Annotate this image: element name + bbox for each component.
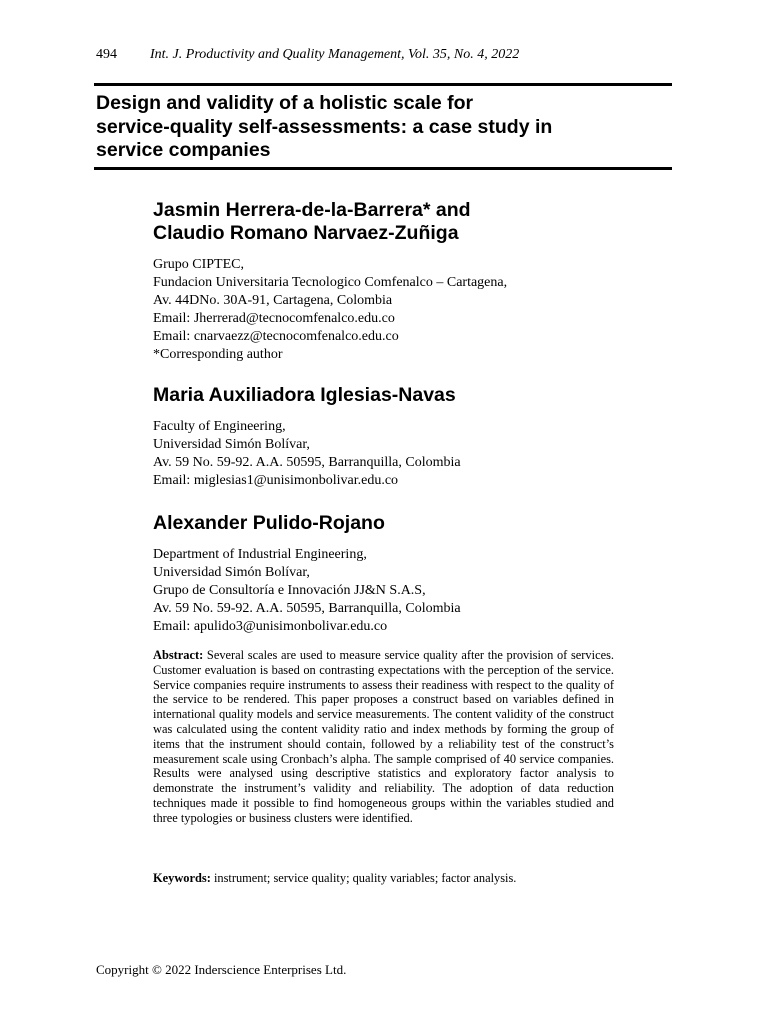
corresponding-author-note: *Corresponding author xyxy=(153,347,283,362)
abstract xyxy=(153,648,614,826)
author-name-line: Claudio Romano Narvaez-Zuñiga xyxy=(153,222,459,244)
email-line: Email: cnarvaezz@tecnocomfenalco.edu.co xyxy=(153,329,399,344)
author-block-1 xyxy=(153,199,623,364)
author-name-line: Jasmin Herrera-de-la-Barrera* and xyxy=(153,199,471,221)
affiliation-line: Av. 59 No. 59-92. A.A. 50595, Barranquilla, Colombia xyxy=(153,601,461,616)
page-number: 494 xyxy=(96,47,117,62)
affiliation-line: Department of Industrial Engineering, xyxy=(153,547,367,562)
title-line: Design and validity of a holistic scale for xyxy=(96,92,474,114)
abstract-text: Several scales are used to measure service quality after the provision of services. Customer evaluation is based on contrasting expectations with the perception of the service. Service companies require instruments to assess their readiness with respect to the quality of the service to be rendered. This paper proposes a construct based on variables defined in international quality models and service measurements. The content validity of the construct was calculated using the content validity ratio and index methods by forming the group of items that the instrument should contain, followed by a reliability test of the construct’s measurement scale using Cronbach’s alpha. The sample comprised of 40 service companies. Results were analysed using descriptive statistics and exploratory factor analysis to demonstrate the instrument’s validity and reliability. The adoption of data reduction techniques made it possible to find homogeneous groups within the variables studied and three typologies or business clusters were identified. xyxy=(153,648,614,825)
email-line: Email: miglesias1@unisimonbolivar.edu.co xyxy=(153,473,399,488)
author-block-3 xyxy=(153,512,623,636)
keywords-label: Keywords: xyxy=(153,871,211,885)
affiliation xyxy=(153,546,623,636)
affiliation-line: Av. 59 No. 59-92. A.A. 50595, Barranquilla, Colombia xyxy=(153,455,461,470)
title-line: service companies xyxy=(96,139,271,161)
title-line: service-quality self-assessments: a case study in xyxy=(96,115,553,138)
email-line: Email: apulido3@unisimonbolivar.edu.co xyxy=(153,619,388,634)
author-names xyxy=(153,199,623,245)
keywords-text: instrument; service quality; quality variables; factor analysis. xyxy=(213,871,517,885)
author-block-2 xyxy=(153,384,623,490)
paper-title xyxy=(96,92,666,163)
affiliation xyxy=(153,418,623,490)
affiliation-line: Grupo de Consultoría e Innovación JJ&N S.A.S, xyxy=(153,583,426,598)
affiliation xyxy=(153,256,623,364)
copyright-notice: Copyright © 2022 Inderscience Enterprises Ltd. xyxy=(96,962,347,977)
affiliation-line: Grupo CIPTEC, xyxy=(153,257,244,272)
affiliation-line: Universidad Simón Bolívar, xyxy=(153,565,310,580)
keywords xyxy=(153,871,614,886)
affiliation-line: Av. 44DNo. 30A-91, Cartagena, Colombia xyxy=(153,293,393,308)
abstract-label: Abstract: xyxy=(153,648,204,662)
author-names xyxy=(153,384,623,407)
affiliation-line: Fundacion Universitaria Tecnologico Comfenalco – Cartagena, xyxy=(153,275,508,290)
author-names xyxy=(153,512,623,535)
author-name-line: Maria Auxiliadora Iglesias-Navas xyxy=(153,384,456,406)
author-name-line: Alexander Pulido-Rojano xyxy=(153,512,385,534)
email-line: Email: Jherrerad@tecnocomfenalco.edu.co xyxy=(153,311,395,326)
title-top-rule xyxy=(94,83,672,86)
title-bottom-rule xyxy=(94,167,672,170)
journal-citation: Int. J. Productivity and Quality Management, Vol. 35, No. 4, 2022 xyxy=(150,47,520,62)
affiliation-line: Universidad Simón Bolívar, xyxy=(153,437,310,452)
affiliation-line: Faculty of Engineering, xyxy=(153,419,286,434)
